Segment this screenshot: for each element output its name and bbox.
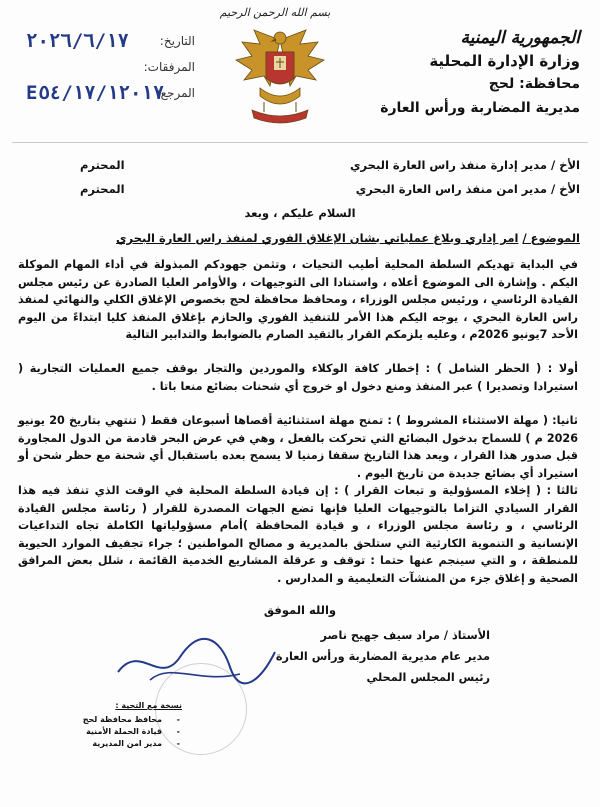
signatory-title: مدير عام مديرية المضاربة ورأس العارة: [275, 650, 490, 663]
date-row: [10, 30, 195, 56]
cc-list: [12, 700, 182, 750]
attachments-row: [10, 56, 195, 82]
letter-meta: [10, 30, 195, 108]
body-paragraph-intro: في البداية تهديكم السلطة المحلية أطيب التحيات ، وتثمن جهودكم المبذولة في أداء المهام الموكلة اليكم . وإشارة الى الموضوع أعلاه ، واستنادا الى التوجيهات ، والأوامر العليا الصادرة عن رئيس مجلس القيادة الرئاسي ، ورئيس مجلس الوزراء ، ومحافظ محافظة لحج بخصوص الإغلاق الكلي والنهائي لمنفذ راس العارة البحري ، يوجه اليكم هذا الأمر للتنفيذ الفوري والحازم بإغلاق المنفذ كليا ابتداءً من اليوم الأحد 7يونيو 2026م ، وعليه يلزمكم القرار بالتقيد الصارم بالضوابط والتدابير التالية: [18, 258, 578, 342]
reference-label: المرجع:: [156, 86, 195, 100]
signature-block: [190, 625, 490, 688]
closing-line: والله الموفق: [263, 603, 337, 617]
cc-title: نسخة مع التحية :: [115, 701, 182, 710]
eagle-emblem-icon: [230, 26, 330, 128]
date-label: التاريخ:: [159, 34, 195, 48]
greeting: السلام عليكم ، وبعد: [244, 206, 356, 220]
signatory-role: رئيس المجلس المحلي: [366, 671, 490, 684]
cc-item: - قيادة الحملة الأمنية: [86, 727, 180, 736]
attachments-label: المرفقات:: [143, 60, 195, 74]
body-paragraph-third: ثالثا : ( إخلاء المسؤولية و تبعات القرار ) : إن قيادة السلطة المحلية في الوقت الذي تنفذ فيه هذا القرار السيادي التزاما بالتوجيهات العليا فإنها تضع الجهات المصدرة للقرار ( رئاسة مجلس القيادة الرئاسي ، و رئاسة مجلس الوزراء ، و قيادة المحافظة )أمام مسؤولياتها الكاملة تجاه التداعيات الإنسانية و التنموية الكارثية التي ستلحق بالمديرية و مصالح المواطنين ؛ جراء تجفيف الموارد الحيوية للمنطقة ، و التي سينجم عنها حتما : توقف و عرقلة المشاريع الخدمية القائمة ، شلل بعض المرافق الصحية و إغلاق جزء من المنشآت التعليمية و المدارس .: [18, 484, 578, 585]
cc-item: - محافظ محافظة لحج: [82, 715, 180, 724]
reference-value-handwritten: E٥٤/١٧/١٢٠١٧: [26, 82, 165, 104]
directorate-name: مديرية المضاربة ورأس العارة: [380, 100, 580, 116]
ministry-name: وزارة الإدارة المحلية: [429, 52, 580, 70]
subject-line: [10, 231, 580, 245]
header-divider: [12, 142, 588, 143]
letterhead-authority: [370, 28, 580, 124]
signatory-name: الأستاذ / مراد سيف جهيح ناصر: [320, 629, 490, 642]
recipient-name: الأخ / مدير إدارة منفذ راس العارة البحري: [349, 158, 580, 172]
governorate-name: محافظة: لحج: [488, 76, 580, 92]
recipient-name: الأخ / مدير امن منفذ راس العارة البحري: [355, 182, 580, 196]
body-paragraph-second: ثانيا: ( مهلة الاستثناء المشروط ) : تمنح مهلة استثنائية أقصاها أسبوعان فقط ( تنتهي بتاريخ 20 يونيو 2026 م ) للسماح بدخول البضائع التي تحركت بالفعل ، وهي في عرض البحر قادمة من الدول المجاورة قبل صدور هذا القرار ، ويعد هذا التاريخ سقفا زمنيا لا يسمح بعده باستقبال أي شحنة مع حظر شحن أو استيراد أي بضائع جديدة من تاريخ اليوم .: [18, 414, 578, 480]
subject-label: الموضوع /: [522, 231, 580, 245]
recipient-honorific: المحترم: [80, 182, 125, 196]
cc-item: - مدير امن المديرية: [92, 739, 180, 748]
bismillah-header: بسم الله الرحمن الرحيم: [219, 6, 331, 19]
recipient-honorific: المحترم: [80, 158, 125, 172]
date-value-handwritten: ٢٠٢٦/٦/١٧: [26, 30, 129, 52]
subject-text: امر إداري وبلاغ عملياتي بشان الإغلاق الفوري لمنفذ راس العارة البحري: [116, 231, 519, 245]
republic-name: الجمهورية اليمنية: [460, 28, 580, 48]
body-paragraph-first: أولا : ( الحظر الشامل ) : إخطار كافة الوكلاء والموردين والتجار بوقف جميع العمليات التجارية ( استيرادا وتصديرا ) عبر المنفذ ومنع دخول او خروج أي شحنات بضائع منعا باتا .: [18, 362, 578, 393]
reference-row: [10, 82, 195, 108]
